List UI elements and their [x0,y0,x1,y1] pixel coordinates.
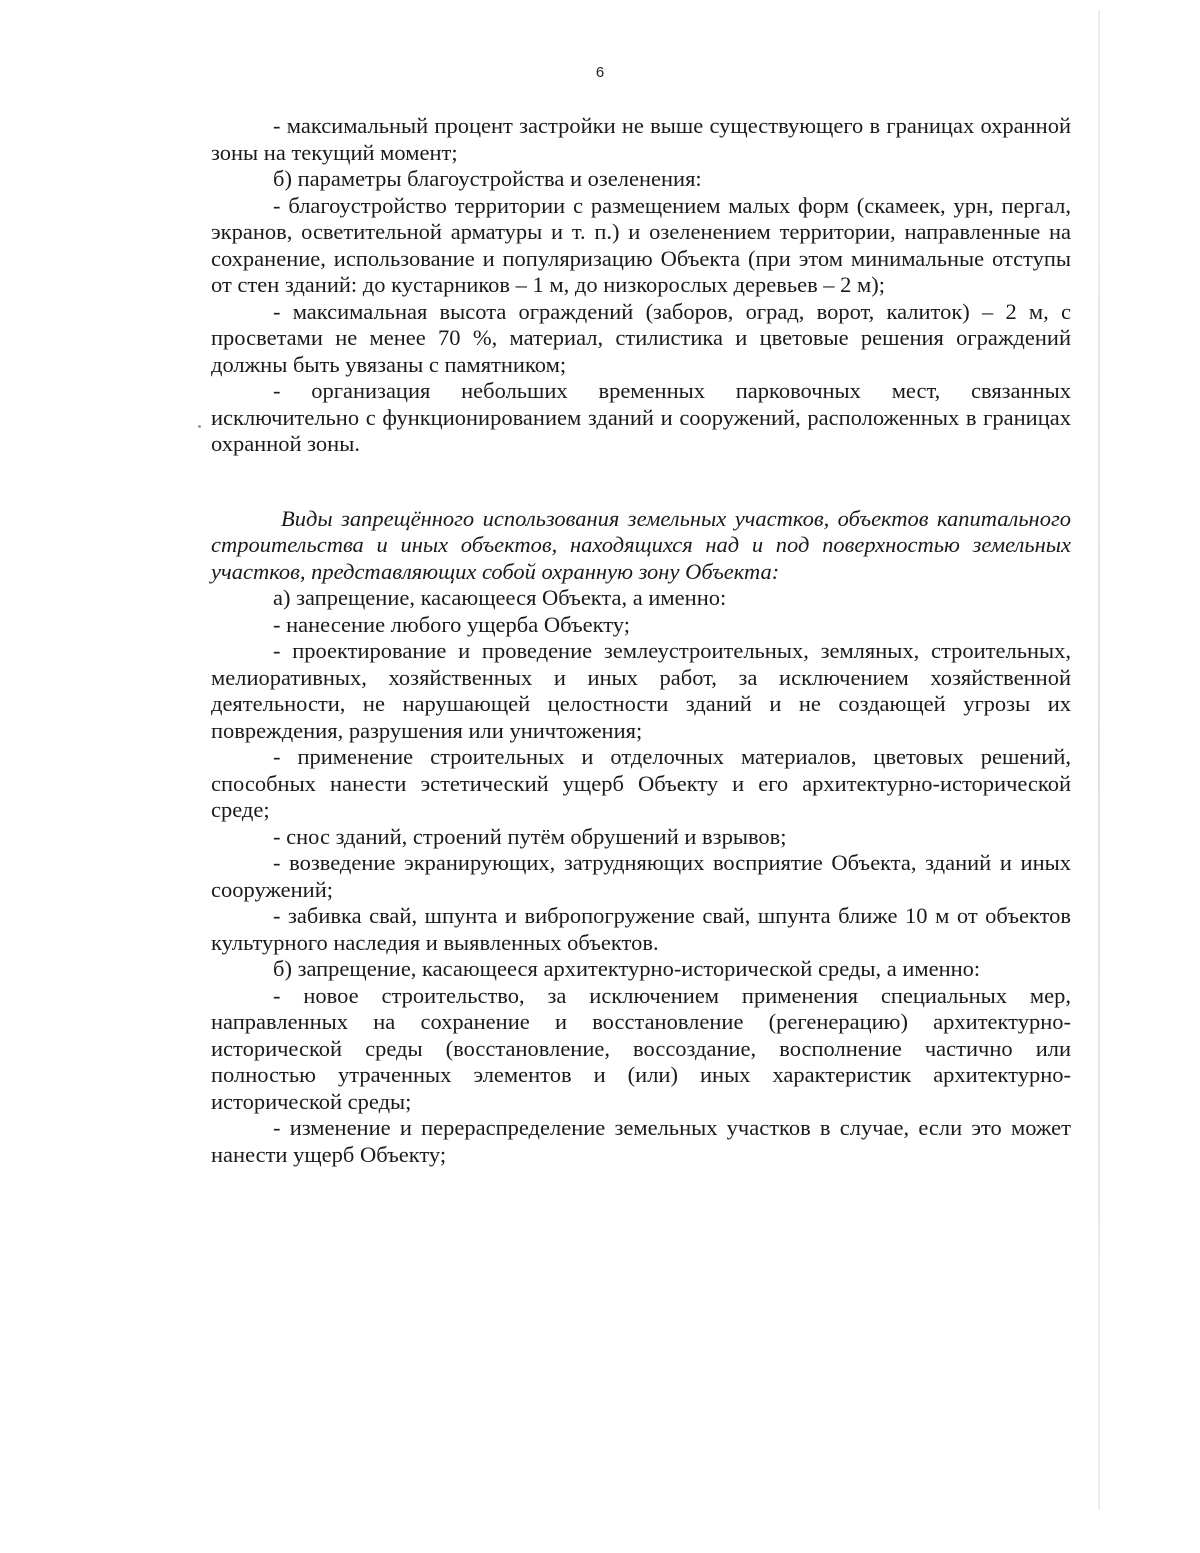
paragraph-parking: - организация небольших временных парковочных мест, связанных исключительно с функционированием зданий и сооружений, расположенных в границах охранной зоны. [211,378,1071,456]
document-body [211,113,1071,1168]
paragraph-prohibition-environment: б) запрещение, касающееся архитектурно-исторической среды, а именно: [273,956,981,981]
paragraph-max-building-percent: - максимальный процент застройки не выше существующего в границах охранной зоны на текущий момент; [211,113,1071,165]
paragraph-no-demolition: - снос зданий, строений путём обрушений и взрывов; [273,823,787,849]
paragraph-no-materials: - применение строительных и отделочных материалов, цветовых решений, способных нанести эстетический ущерб Объекту и его архитектурно-исторической среде; [211,744,1071,822]
paragraph-no-new-construction: - новое строительство, за исключением применения специальных мер, направленных на сохранение и восстановление (регенерацию) архитектурно-исторической среды (восстановление, воссоздание, восполнение частично или полностью утраченных элементов и (или) иных характеристик архитектурно-исторической среды; [211,982,1071,1114]
paragraph-no-land-redistribution: - изменение и перераспределение земельных участков в случае, если это может нанести ущерб Объекту; [211,1115,1071,1167]
paragraph-no-works: - проектирование и проведение землеустроительных, земляных, строительных, мелиоративных, хозяйственных и иных работ, за исключением хозяйственной деятельности, не нарушающей целостности зданий и не создающей угрозы их повреждения, разрушения или уничтожения; [211,638,1071,743]
paragraph-landscaping-params: б) параметры благоустройства и озеленения: [273,166,702,191]
paragraph-fence-height: - максимальная высота ограждений (заборов, оград, ворот, калиток) – 2 м, с просветами не менее 70 %, материал, стилистика и цветовые решения ограждений должны быть увязаны с памятником; [211,298,1071,377]
scan-artifact-dot [198,425,201,428]
paragraph-landscaping-territory: - благоустройство территории с размещением малых форм (скамеек, урн, пергал, экранов, осветительной арматуры и т. п.) и озеленением территории, направленные на сохранение, использование и популяризацию Объекта (при этом минимальные отступы от стен зданий: до кустарников – 1 м, до низкорослых деревьев – 2 м); [211,192,1071,297]
section-gap [211,458,1071,506]
paragraph-no-screening: - возведение экранирующих, затрудняющих восприятие Объекта, зданий и иных сооружений; [211,850,1071,902]
scan-edge-line [1098,10,1100,1510]
page-number: 6 [595,64,605,81]
paragraph-prohibition-object: а) запрещение, касающееся Объекта, а именно: [273,585,727,610]
paragraph-no-piling: - забивка свай, шпунта и вибропогружение свай, шпунта ближе 10 м от объектов культурного наследия и выявленных объектов. [211,903,1071,955]
paragraph-no-damage: - нанесение любого ущерба Объекту; [273,611,630,637]
section-heading-prohibited-use: Виды запрещённого использования земельных участков, объектов капитального строительства и иных объектов, находящихся над и под поверхностью земельных участков, представляющих собой охранную зону Объекта: [211,505,1071,584]
